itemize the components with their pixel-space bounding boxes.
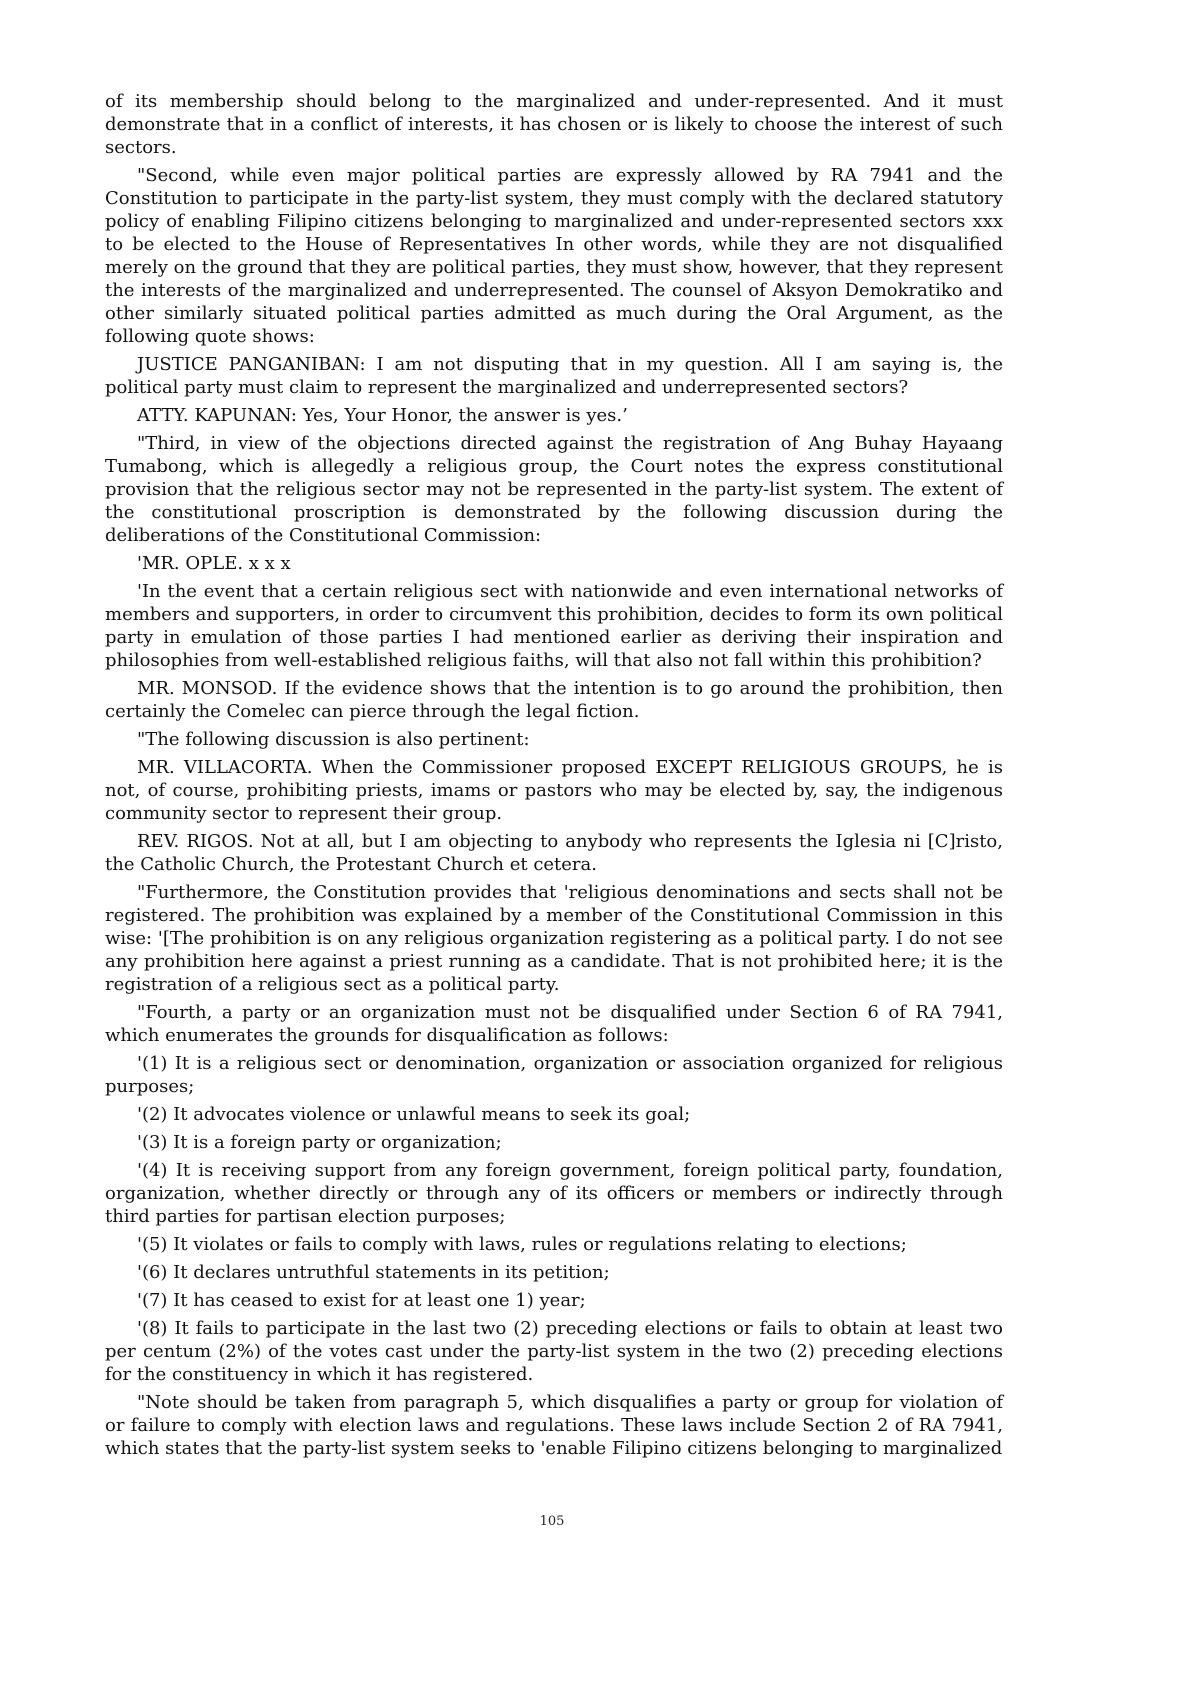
paragraph: REV. RIGOS. Not at all, but I am objecting to anybody who represents the Iglesia ni [C]risto, the Catholic Church, the Protestant Church et cetera. [105,831,1003,875]
paragraph: "The following discussion is also pertinent: [137,729,530,750]
page-number: 105 [539,1514,565,1529]
paragraph: ATTY. KAPUNAN: Yes, Your Honor, the answer is yes.’ [137,405,628,426]
paragraph: 'In the event that a certain religious sect with nationwide and even international networks of members and supporters, in order to circumvent this prohibition, decides to form its own political party in emulation of those parties I had mentioned earlier as deriving their inspiration and philosophies from well-established religious faiths, will that also not fall within this prohibition? [105,581,1003,671]
paragraph: '(2) It advocates violence or unlawful means to seek its goal; [137,1104,691,1125]
paragraph: '(7) It has ceased to exist for at least one 1) year; [137,1290,586,1311]
paragraph: '(5) It violates or fails to comply with laws, rules or regulations relating to elections; [137,1234,907,1255]
paragraph: '(3) It is a foreign party or organization; [137,1132,502,1153]
paragraph: 'MR. OPLE. x x x [137,553,291,574]
paragraph: '(4) It is receiving support from any foreign government, foreign political party, foundation, organization, whether directly or through any of its officers or members or indirectly through third parties for partisan election purposes; [105,1160,1003,1227]
paragraph: "Second, while even major political parties are expressly allowed by RA 7941 and the Constitution to participate in the party-list system, they must comply with the declared statutory policy of enabling Filipino citizens belonging to marginalized and under-represented sectors xxx to be elected to the House of Representatives In other words, while they are not disqualified merely on the ground that they are political parties, they must show, however, that they represent the interests of the marginalized and underrepresented. The counsel of Aksyon Demokratiko and other similarly situated political parties admitted as much during the Oral Argument, as the following quote shows: [105,165,1003,347]
paragraph: "Fourth, a party or an organization must not be disqualified under Section 6 of RA 7941, which enumerates the grounds for disqualification as follows: [105,1002,1003,1046]
paragraph: "Furthermore, the Constitution provides that 'religious denominations and sects shall not be registered. The prohibition was explained by a member of the Constitutional Commission in this wise: '[The prohibition is on any religious organization registering as a political party. I do not see any prohibition here against a priest running as a candidate. That is not prohibited here; it is the registration of a religious sect as a political party. [105,882,1003,995]
paragraph: '(8) It fails to participate in the last two (2) preceding elections or fails to obtain at least two per centum (2%) of the votes cast under the party-list system in the two (2) preceding elections for the constituency in which it has registered. [105,1318,1003,1385]
paragraph: '(1) It is a religious sect or denomination, organization or association organized for religious purposes; [105,1053,1003,1097]
paragraph: "Third, in view of the objections directed against the registration of Ang Buhay Hayaang Tumabong, which is allegedly a religious group, the Court notes the express constitutional provision that the religious sector may not be represented in the party-list system. The extent of the constitutional proscription is demonstrated by the following discussion during the deliberations of the Constitutional Commission: [105,433,1003,546]
paragraph: of its membership should belong to the marginalized and under-represented. And it must demonstrate that in a conflict of interests, it has chosen or is likely to choose the interest of such sectors. [105,91,1003,158]
paragraph: '(6) It declares untruthful statements in its petition; [137,1262,610,1283]
paragraph: MR. VILLACORTA. When the Commissioner proposed EXCEPT RELIGIOUS GROUPS, he is not, of course, prohibiting priests, imams or pastors who may be elected by, say, the indigenous community sector to represent their group. [105,757,1003,824]
paragraph: MR. MONSOD. If the evidence shows that the intention is to go around the prohibition, then certainly the Comelec can pierce through the legal fiction. [105,678,1003,722]
document-body [105,90,1003,1465]
paragraph: "Note should be taken from paragraph 5, which disqualifies a party or group for violation of or failure to comply with election laws and regulations. These laws include Section 2 of RA 7941, which states that the party-list system seeks to 'enable Filipino citizens belonging to marginalized [105,1392,1003,1459]
paragraph: JUSTICE PANGANIBAN: I am not disputing that in my question. All I am saying is, the political party must claim to represent the marginalized and underrepresented sectors? [105,354,1003,398]
